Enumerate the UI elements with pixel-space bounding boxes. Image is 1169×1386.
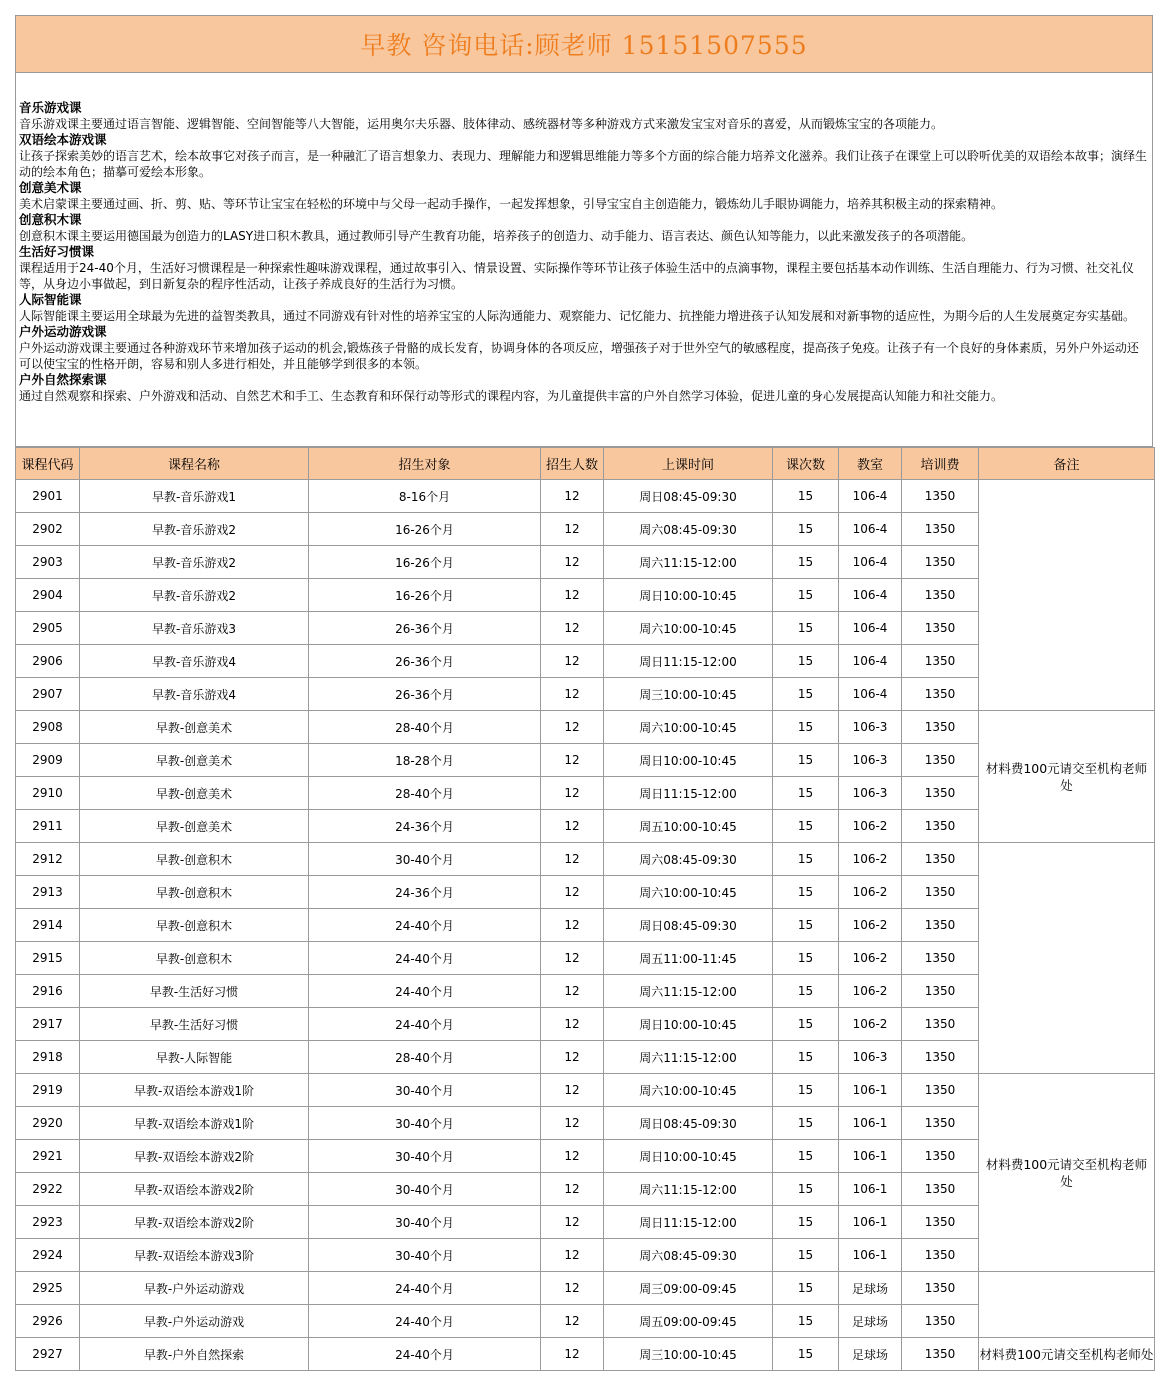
- cell-capacity: 12: [541, 1305, 604, 1338]
- cell-room: 106-4: [839, 612, 902, 645]
- cell-room: 106-1: [839, 1074, 902, 1107]
- cell-time: 周日10:00-10:45: [604, 1008, 773, 1041]
- cell-code: 2913: [16, 876, 80, 909]
- cell-sessions: 15: [773, 612, 839, 645]
- section-title: 人际智能课: [19, 292, 82, 307]
- cell-fee: 1350: [902, 1074, 979, 1107]
- course-intro: [15, 73, 1153, 447]
- cell-code: 2911: [16, 810, 80, 843]
- cell-audience: 24-40个月: [309, 942, 541, 975]
- cell-sessions: 15: [773, 1272, 839, 1305]
- cell-code: 2909: [16, 744, 80, 777]
- cell-fee: 1350: [902, 942, 979, 975]
- cell-code: 2925: [16, 1272, 80, 1305]
- cell-code: 2926: [16, 1305, 80, 1338]
- header-room: 教室: [839, 448, 902, 480]
- cell-name: 早教-创意积木: [80, 909, 309, 942]
- cell-capacity: 12: [541, 810, 604, 843]
- cell-audience: 26-36个月: [309, 678, 541, 711]
- cell-room: 106-3: [839, 744, 902, 777]
- cell-room: 106-2: [839, 942, 902, 975]
- cell-fee: 1350: [902, 513, 979, 546]
- cell-time: 周六10:00-10:45: [604, 711, 773, 744]
- cell-code: 2921: [16, 1140, 80, 1173]
- table-row: [16, 1074, 1155, 1107]
- cell-capacity: 12: [541, 1338, 604, 1371]
- cell-fee: 1350: [902, 1041, 979, 1074]
- cell-code: 2914: [16, 909, 80, 942]
- cell-fee: 1350: [902, 645, 979, 678]
- cell-capacity: 12: [541, 480, 604, 513]
- cell-name: 早教-创意美术: [80, 744, 309, 777]
- cell-name: 早教-双语绘本游戏2阶: [80, 1140, 309, 1173]
- cell-audience: 24-40个月: [309, 909, 541, 942]
- cell-time: 周六10:00-10:45: [604, 1074, 773, 1107]
- cell-capacity: 12: [541, 1107, 604, 1140]
- cell-fee: 1350: [902, 480, 979, 513]
- section-text: 户外运动游戏课主要通过各种游戏环节来增加孩子运动的机会,锻炼孩子骨骼的成长发育，协调身体的各项反应，增强孩子对于世外空气的敏感程度，提高孩子免疫。让孩子有一个良好的身体素质，另外户外运动还可以使宝宝的性格开朗，容易和别人多进行相处，并且能够学到很多的本领。: [19, 341, 1139, 371]
- cell-time: 周五09:00-09:45: [604, 1305, 773, 1338]
- section-title: 户外自然探索课: [19, 372, 107, 387]
- cell-name: 早教-创意积木: [80, 876, 309, 909]
- cell-room: 足球场: [839, 1272, 902, 1305]
- section-title: 双语绘本游戏课: [19, 132, 107, 147]
- cell-audience: 26-36个月: [309, 612, 541, 645]
- cell-sessions: 15: [773, 876, 839, 909]
- cell-capacity: 12: [541, 843, 604, 876]
- cell-audience: 24-40个月: [309, 1338, 541, 1371]
- cell-fee: 1350: [902, 579, 979, 612]
- cell-room: 106-1: [839, 1173, 902, 1206]
- cell-code: 2905: [16, 612, 80, 645]
- cell-sessions: 15: [773, 777, 839, 810]
- cell-capacity: 12: [541, 1173, 604, 1206]
- header-fee: 培训费: [902, 448, 979, 480]
- cell-room: 106-2: [839, 909, 902, 942]
- cell-name: 早教-户外运动游戏: [80, 1305, 309, 1338]
- cell-fee: 1350: [902, 909, 979, 942]
- cell-sessions: 15: [773, 579, 839, 612]
- section-title: 生活好习惯课: [19, 244, 95, 259]
- cell-fee: 1350: [902, 777, 979, 810]
- cell-audience: 30-40个月: [309, 1206, 541, 1239]
- cell-time: 周日10:00-10:45: [604, 1140, 773, 1173]
- cell-fee: 1350: [902, 1173, 979, 1206]
- cell-sessions: 15: [773, 1239, 839, 1272]
- cell-fee: 1350: [902, 1338, 979, 1371]
- section-text: 通过自然观察和探索、户外游戏和活动、自然艺术和手工、生态教育和环保行动等形式的课程内容，为儿童提供丰富的户外自然学习体验，促进儿童的身心发展提高认知能力和社交能力。: [19, 389, 1004, 403]
- cell-fee: 1350: [902, 678, 979, 711]
- cell-fee: 1350: [902, 1272, 979, 1305]
- cell-audience: 24-36个月: [309, 810, 541, 843]
- section-text: 美术启蒙课主要通过画、折、剪、贴、等环节让宝宝在轻松的环境中与父母一起动手操作，一起发挥想象，引导宝宝自主创造能力，锻炼幼儿手眼协调能力，培养其积极主动的探索精神。: [19, 197, 1004, 211]
- header-code: 课程代码: [16, 448, 80, 480]
- cell-sessions: 15: [773, 513, 839, 546]
- cell-capacity: 12: [541, 1206, 604, 1239]
- cell-name: 早教-双语绘本游戏1阶: [80, 1074, 309, 1107]
- cell-name: 早教-创意美术: [80, 711, 309, 744]
- cell-sessions: 15: [773, 1041, 839, 1074]
- table-header-row: [16, 448, 1155, 480]
- cell-sessions: 15: [773, 1338, 839, 1371]
- section-text: 音乐游戏课主要通过语言智能、逻辑智能、空间智能等八大智能，运用奥尔夫乐器、肢体律动、感统器材等多种游戏方式来激发宝宝对音乐的喜爱，从而锻炼宝宝的各项能力。: [19, 117, 944, 131]
- cell-name: 早教-生活好习惯: [80, 975, 309, 1008]
- section-text: 课程适用于24-40个月，生活好习惯课程是一种探索性趣味游戏课程，通过故事引入、情景设置、实际操作等环节让孩子体验生活中的点滴事物，课程主要包括基本动作训练、生活自理能力、行为习惯、社交礼仪等，从身边小事做起，到日新复杂的程序性活动，让孩子养成良好的生活行为习惯。: [19, 261, 1134, 291]
- cell-sessions: 15: [773, 1074, 839, 1107]
- cell-time: 周日11:15-12:00: [604, 645, 773, 678]
- cell-audience: 24-36个月: [309, 876, 541, 909]
- cell-sessions: 15: [773, 744, 839, 777]
- cell-remark: [979, 1272, 1155, 1338]
- cell-time: 周日08:45-09:30: [604, 480, 773, 513]
- section-text: 人际智能课主要运用全球最为先进的益智类教具，通过不同游戏有针对性的培养宝宝的人际沟通能力、观察能力、记忆能力、抗挫能力增进孩子认知发展和对新事物的适应性，为期今后的人生发展奠定夯实基础。: [19, 309, 1136, 323]
- header-capacity: 招生人数: [541, 448, 604, 480]
- cell-time: 周六11:15-12:00: [604, 1041, 773, 1074]
- cell-code: 2906: [16, 645, 80, 678]
- cell-room: 足球场: [839, 1338, 902, 1371]
- cell-code: 2923: [16, 1206, 80, 1239]
- cell-name: 早教-音乐游戏2: [80, 579, 309, 612]
- cell-sessions: 15: [773, 1008, 839, 1041]
- cell-audience: 26-36个月: [309, 645, 541, 678]
- cell-name: 早教-双语绘本游戏1阶: [80, 1107, 309, 1140]
- cell-code: 2917: [16, 1008, 80, 1041]
- cell-capacity: 12: [541, 942, 604, 975]
- cell-time: 周六08:45-09:30: [604, 1239, 773, 1272]
- cell-room: 106-2: [839, 843, 902, 876]
- cell-room: 106-4: [839, 678, 902, 711]
- cell-room: 106-2: [839, 876, 902, 909]
- cell-time: 周六10:00-10:45: [604, 612, 773, 645]
- cell-room: 106-2: [839, 810, 902, 843]
- cell-fee: 1350: [902, 1107, 979, 1140]
- cell-room: 106-1: [839, 1140, 902, 1173]
- cell-fee: 1350: [902, 612, 979, 645]
- cell-room: 106-3: [839, 777, 902, 810]
- cell-remark: 材料费100元请交至机构老师处: [979, 711, 1155, 843]
- cell-code: 2912: [16, 843, 80, 876]
- header-name: 课程名称: [80, 448, 309, 480]
- cell-sessions: 15: [773, 1173, 839, 1206]
- cell-room: 106-3: [839, 711, 902, 744]
- cell-room: 106-4: [839, 645, 902, 678]
- cell-audience: 30-40个月: [309, 1173, 541, 1206]
- cell-fee: 1350: [902, 1206, 979, 1239]
- cell-capacity: 12: [541, 744, 604, 777]
- cell-sessions: 15: [773, 1140, 839, 1173]
- table-row: [16, 1338, 1155, 1371]
- cell-capacity: 12: [541, 876, 604, 909]
- cell-code: 2902: [16, 513, 80, 546]
- cell-sessions: 15: [773, 546, 839, 579]
- cell-time: 周五11:00-11:45: [604, 942, 773, 975]
- cell-fee: 1350: [902, 1140, 979, 1173]
- cell-room: 106-1: [839, 1206, 902, 1239]
- cell-code: 2907: [16, 678, 80, 711]
- cell-audience: 30-40个月: [309, 1107, 541, 1140]
- cell-time: 周日11:15-12:00: [604, 1206, 773, 1239]
- cell-sessions: 15: [773, 645, 839, 678]
- cell-code: 2918: [16, 1041, 80, 1074]
- cell-capacity: 12: [541, 1272, 604, 1305]
- cell-code: 2901: [16, 480, 80, 513]
- cell-code: 2903: [16, 546, 80, 579]
- cell-name: 早教-双语绘本游戏2阶: [80, 1173, 309, 1206]
- cell-time: 周日08:45-09:30: [604, 909, 773, 942]
- section-title: 创意美术课: [19, 180, 82, 195]
- cell-sessions: 15: [773, 1206, 839, 1239]
- cell-capacity: 12: [541, 1008, 604, 1041]
- cell-name: 早教-双语绘本游戏3阶: [80, 1239, 309, 1272]
- cell-sessions: 15: [773, 909, 839, 942]
- course-sheet: [15, 15, 1153, 447]
- cell-remark: [979, 480, 1155, 711]
- cell-time: 周六11:15-12:00: [604, 546, 773, 579]
- cell-capacity: 12: [541, 975, 604, 1008]
- cell-code: 2908: [16, 711, 80, 744]
- cell-name: 早教-音乐游戏2: [80, 546, 309, 579]
- cell-capacity: 12: [541, 1041, 604, 1074]
- table-row: [16, 480, 1155, 513]
- cell-remark: [979, 843, 1155, 1074]
- cell-time: 周三10:00-10:45: [604, 1338, 773, 1371]
- cell-sessions: 15: [773, 1305, 839, 1338]
- cell-audience: 30-40个月: [309, 843, 541, 876]
- cell-capacity: 12: [541, 711, 604, 744]
- cell-room: 106-1: [839, 1107, 902, 1140]
- header-remark: 备注: [979, 448, 1155, 480]
- cell-name: 早教-创意积木: [80, 942, 309, 975]
- cell-name: 早教-音乐游戏1: [80, 480, 309, 513]
- cell-capacity: 12: [541, 612, 604, 645]
- cell-code: 2920: [16, 1107, 80, 1140]
- cell-room: 106-2: [839, 975, 902, 1008]
- page-title: 早教 咨询电话:顾老师 15151507555: [15, 15, 1153, 73]
- cell-name: 早教-创意美术: [80, 810, 309, 843]
- cell-sessions: 15: [773, 975, 839, 1008]
- cell-time: 周日08:45-09:30: [604, 1107, 773, 1140]
- cell-code: 2910: [16, 777, 80, 810]
- cell-name: 早教-音乐游戏4: [80, 678, 309, 711]
- cell-time: 周日11:15-12:00: [604, 777, 773, 810]
- cell-name: 早教-人际智能: [80, 1041, 309, 1074]
- cell-code: 2904: [16, 579, 80, 612]
- cell-room: 106-4: [839, 480, 902, 513]
- cell-fee: 1350: [902, 810, 979, 843]
- table-row: [16, 1272, 1155, 1305]
- cell-room: 106-1: [839, 1239, 902, 1272]
- cell-audience: 24-40个月: [309, 1008, 541, 1041]
- cell-sessions: 15: [773, 711, 839, 744]
- cell-fee: 1350: [902, 876, 979, 909]
- cell-audience: 30-40个月: [309, 1140, 541, 1173]
- cell-name: 早教-生活好习惯: [80, 1008, 309, 1041]
- cell-fee: 1350: [902, 1008, 979, 1041]
- section-title: 音乐游戏课: [19, 100, 82, 115]
- cell-audience: 28-40个月: [309, 1041, 541, 1074]
- cell-audience: 30-40个月: [309, 1074, 541, 1107]
- cell-remark: 材料费100元请交至机构老师处: [979, 1338, 1155, 1371]
- cell-name: 早教-户外自然探索: [80, 1338, 309, 1371]
- cell-remark: 材料费100元请交至机构老师处: [979, 1074, 1155, 1272]
- cell-fee: 1350: [902, 744, 979, 777]
- cell-room: 106-4: [839, 513, 902, 546]
- cell-name: 早教-音乐游戏4: [80, 645, 309, 678]
- cell-code: 2922: [16, 1173, 80, 1206]
- course-table: [15, 447, 1155, 1371]
- table-row: [16, 843, 1155, 876]
- cell-audience: 8-16个月: [309, 480, 541, 513]
- cell-name: 早教-音乐游戏3: [80, 612, 309, 645]
- cell-sessions: 15: [773, 678, 839, 711]
- cell-sessions: 15: [773, 843, 839, 876]
- cell-time: 周六11:15-12:00: [604, 975, 773, 1008]
- cell-audience: 18-28个月: [309, 744, 541, 777]
- cell-sessions: 15: [773, 810, 839, 843]
- cell-capacity: 12: [541, 777, 604, 810]
- cell-audience: 24-40个月: [309, 1305, 541, 1338]
- cell-capacity: 12: [541, 546, 604, 579]
- section-text: 创意积木课主要运用德国最为创造力的LASY进口积木教具，通过教师引导产生教育功能，培养孩子的创造力、动手能力、语言表达、颜色认知等能力，以此来激发孩子的各项潜能。: [19, 229, 974, 243]
- cell-room: 106-4: [839, 546, 902, 579]
- cell-time: 周六08:45-09:30: [604, 843, 773, 876]
- header-sessions: 课次数: [773, 448, 839, 480]
- table-row: [16, 711, 1155, 744]
- cell-fee: 1350: [902, 546, 979, 579]
- cell-capacity: 12: [541, 678, 604, 711]
- cell-room: 106-3: [839, 1041, 902, 1074]
- section-title: 创意积木课: [19, 212, 82, 227]
- cell-code: 2916: [16, 975, 80, 1008]
- cell-sessions: 15: [773, 1107, 839, 1140]
- cell-capacity: 12: [541, 579, 604, 612]
- cell-time: 周日10:00-10:45: [604, 744, 773, 777]
- cell-code: 2927: [16, 1338, 80, 1371]
- cell-room: 106-2: [839, 1008, 902, 1041]
- cell-time: 周三10:00-10:45: [604, 678, 773, 711]
- cell-fee: 1350: [902, 1239, 979, 1272]
- cell-name: 早教-双语绘本游戏2阶: [80, 1206, 309, 1239]
- cell-audience: 24-40个月: [309, 1272, 541, 1305]
- cell-code: 2919: [16, 1074, 80, 1107]
- cell-audience: 16-26个月: [309, 579, 541, 612]
- cell-audience: 16-26个月: [309, 546, 541, 579]
- cell-capacity: 12: [541, 645, 604, 678]
- cell-room: 足球场: [839, 1305, 902, 1338]
- cell-room: 106-4: [839, 579, 902, 612]
- cell-sessions: 15: [773, 942, 839, 975]
- cell-time: 周三09:00-09:45: [604, 1272, 773, 1305]
- cell-fee: 1350: [902, 843, 979, 876]
- cell-time: 周五10:00-10:45: [604, 810, 773, 843]
- cell-time: 周日10:00-10:45: [604, 579, 773, 612]
- cell-capacity: 12: [541, 909, 604, 942]
- section-title: 户外运动游戏课: [19, 324, 107, 339]
- header-time: 上课时间: [604, 448, 773, 480]
- cell-fee: 1350: [902, 1305, 979, 1338]
- cell-time: 周六10:00-10:45: [604, 876, 773, 909]
- cell-audience: 28-40个月: [309, 711, 541, 744]
- cell-code: 2915: [16, 942, 80, 975]
- cell-capacity: 12: [541, 1140, 604, 1173]
- cell-sessions: 15: [773, 480, 839, 513]
- section-text: 让孩子探索美妙的语言艺术，绘本故事它对孩子而言，是一种融汇了语言想象力、表现力、理解能力和逻辑思维能力等多个方面的综合能力培养文化滋养。我们让孩子在课堂上可以聆听优美的双语绘本故事；演绎生动的绘本角色；描摹可爱绘本形象。: [19, 149, 1148, 179]
- cell-name: 早教-创意美术: [80, 777, 309, 810]
- cell-name: 早教-音乐游戏2: [80, 513, 309, 546]
- cell-code: 2924: [16, 1239, 80, 1272]
- cell-audience: 16-26个月: [309, 513, 541, 546]
- cell-fee: 1350: [902, 975, 979, 1008]
- cell-audience: 30-40个月: [309, 1239, 541, 1272]
- cell-fee: 1350: [902, 711, 979, 744]
- cell-time: 周六08:45-09:30: [604, 513, 773, 546]
- cell-time: 周六11:15-12:00: [604, 1173, 773, 1206]
- header-audience: 招生对象: [309, 448, 541, 480]
- cell-capacity: 12: [541, 513, 604, 546]
- cell-audience: 28-40个月: [309, 777, 541, 810]
- cell-audience: 24-40个月: [309, 975, 541, 1008]
- cell-capacity: 12: [541, 1239, 604, 1272]
- cell-name: 早教-户外运动游戏: [80, 1272, 309, 1305]
- cell-capacity: 12: [541, 1074, 604, 1107]
- cell-name: 早教-创意积木: [80, 843, 309, 876]
